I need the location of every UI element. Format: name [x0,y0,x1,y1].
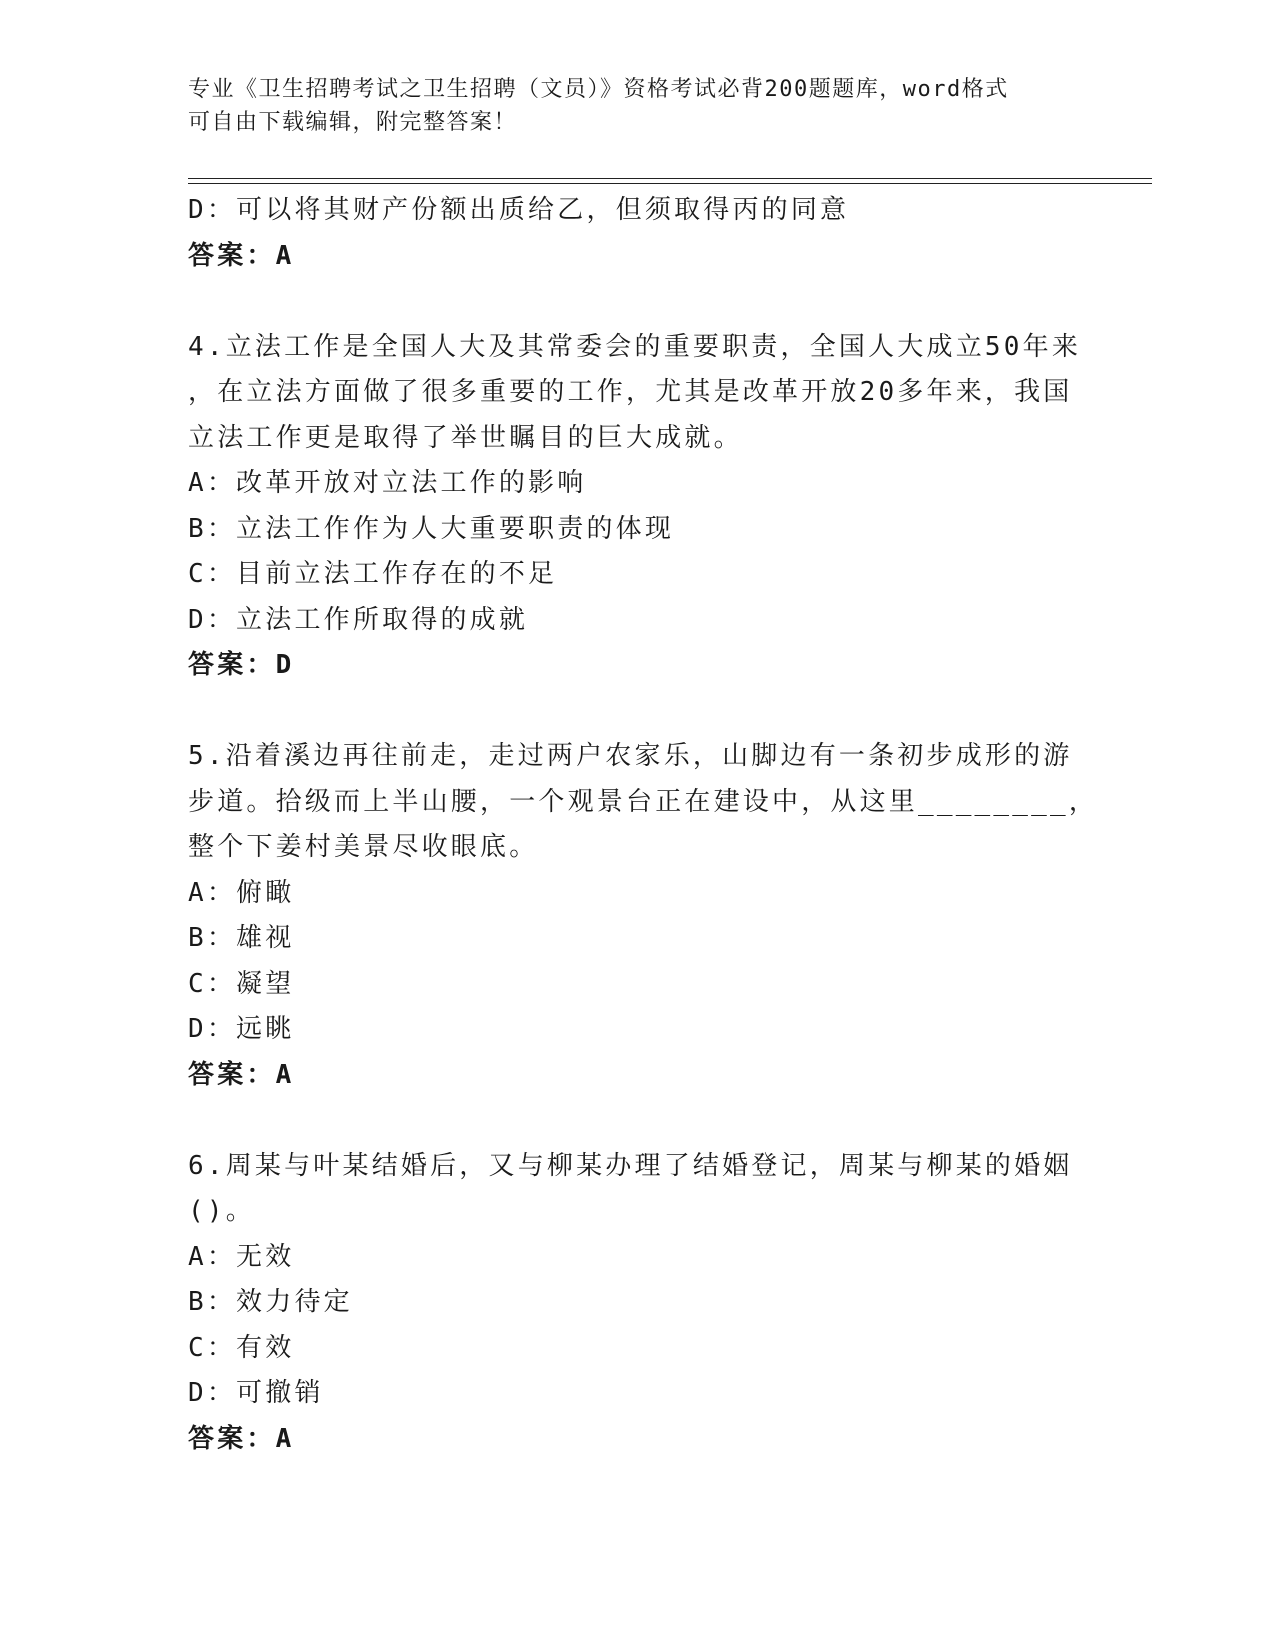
question-stem-line: 4.立法工作是全国人大及其常委会的重要职责，全国人大成立50年来 [188,331,1082,362]
question-stem-line: 5.沿着溪边再往前走，走过两户农家乐，山脚边有一条初步成形的游 [188,741,1073,771]
header-line-2: 可自由下载编辑，附完整答案！ [188,110,518,135]
answer-label: 答案：D [188,650,295,680]
previous-question-tail [188,188,1088,279]
option-c: C：有效 [188,1332,295,1363]
question-stem-line: 步道。拾级而上半山腰，一个观景台正在建设中，从这里________， [188,786,1099,817]
option-d: D：立法工作所取得的成就 [188,604,529,635]
answer-label: 答案：A [188,240,295,271]
option-d: D：远眺 [188,1014,295,1044]
spacer [188,279,1088,325]
question-stem-line: ()。 [188,1196,255,1226]
option-b: B：雄视 [188,923,295,953]
spacer [188,689,1088,735]
option-a: A：改革开放对立法工作的影响 [188,468,587,498]
spacer [188,1098,1088,1144]
header-line-1: 专业《卫生招聘考试之卫生招聘（文员）》资格考试必背200题题库，word格式 [188,77,1009,102]
option-c: C：目前立法工作存在的不足 [188,559,558,589]
header-divider-top [188,178,1152,179]
header-divider-bottom [188,183,1152,184]
option-a: A：俯瞰 [188,877,295,908]
question-4 [188,325,1088,689]
answer-label: 答案：A [188,1423,295,1454]
question-stem-line: 6.周某与叶某结婚后，又与柳某办理了结婚登记，周某与柳某的婚姻 [188,1150,1073,1181]
option-b: B：效力待定 [188,1287,353,1317]
option-d: D：可以将其财产份额出质给乙，但须取得丙的同意 [188,195,850,225]
option-c: C：凝望 [188,968,295,999]
question-stem-line: 立法工作更是取得了举世瞩目的巨大成就。 [188,422,743,453]
question-6 [188,1144,1088,1463]
question-stem-line: ，在立法方面做了很多重要的工作，尤其是改革开放20多年来，我国 [188,377,1073,407]
option-b: B：立法工作作为人大重要职责的体现 [188,513,675,544]
document-header [188,73,1088,139]
option-a: A：无效 [188,1241,295,1272]
question-5 [188,734,1099,1098]
option-d: D：可撤销 [188,1378,324,1408]
answer-label: 答案：A [188,1059,295,1090]
question-stem-line: 整个下姜村美景尽收眼底。 [188,832,539,862]
question-list [188,188,1099,1462]
